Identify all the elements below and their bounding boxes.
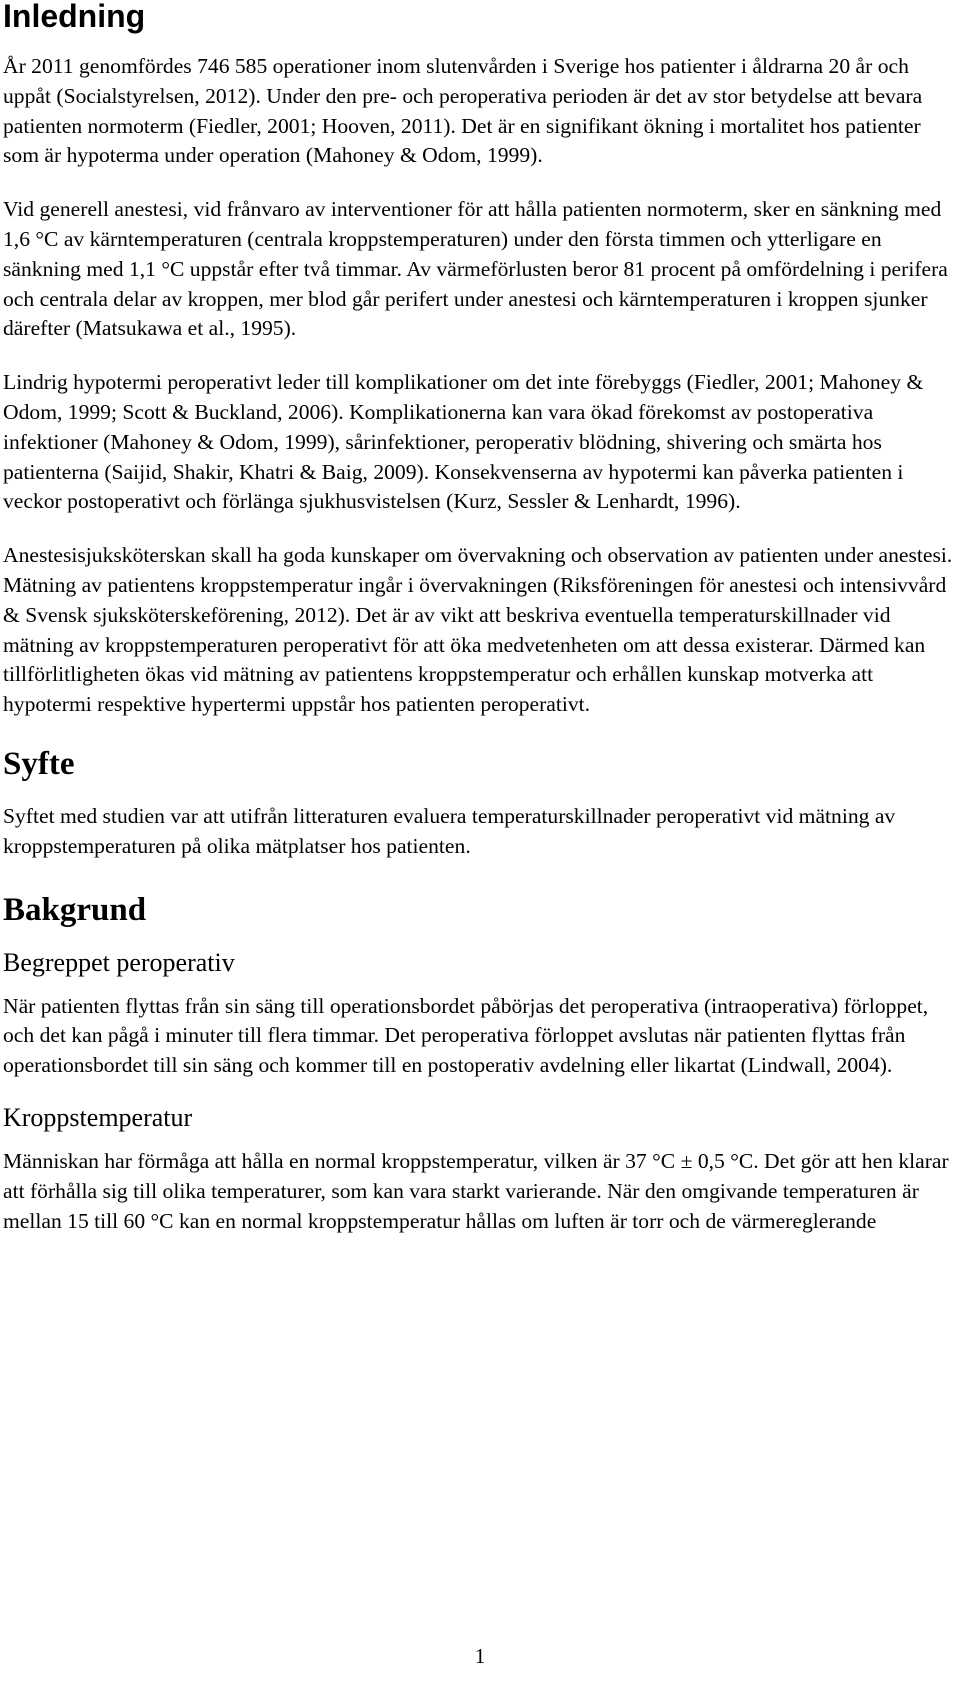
heading-inledning: Inledning	[3, 0, 146, 34]
heading-begreppet-peroperativ: Begreppet peroperativ	[3, 947, 235, 977]
paragraph-kroppstemperatur: Människan har förmåga att hålla en normal kroppstemperatur, vilken är 37 °C ± 0,5 °C. Det gör att hen klarar att förhålla sig till olika temperaturer, som kan vara starkt varierande. När den omgivande temperaturen är mellan 15 till 60 °C kan en normal kroppstemperatur hållas om luften är torr och de värmereglerande	[3, 1148, 949, 1233]
paragraph-intro-2: Vid generell anestesi, vid frånvaro av interventioner för att hålla patienten normoterm, sker en sänkning med 1,6 °C av kärntemperaturen (centrala kroppstemperaturen) under den första timmen och ytterligare en sänkning med 1,1 °C uppstår efter två timmar. Av värmeförlusten beror 81 procent på omfördelning i perifera och centrala delar av kroppen, mer blod går perifert under anestesi och kärntemperaturen i kroppen sjunker därefter (Matsukawa et al., 1995).	[3, 197, 948, 341]
heading-bakgrund: Bakgrund	[3, 891, 147, 928]
heading-syfte: Syfte	[3, 745, 75, 782]
paragraph-intro-4: Anestesisjuksköterskan skall ha goda kunskaper om övervakning och observation av patienten under anestesi. Mätning av patientens kroppstemperatur ingår i övervakningen (Riksföreningen för anestesi och intensivvård & Svensk sjuksköterskeförening, 2012). Det är av vikt att beskriva eventuella temperaturskillnader vid mätning av kroppstemperaturen peroperativt för att öka medvetenheten om att dessa existerar. Därmed kan tillförlitligheten ökas vid mätning av patientens kroppstemperatur och erhållen kunskap motverka att hypotermi respektive hypertermi uppstår hos patienten peroperativt.	[3, 543, 953, 717]
heading-kroppstemperatur: Kroppstemperatur	[3, 1102, 193, 1132]
page-number: 1	[474, 1644, 486, 1668]
paragraph-intro-1: År 2011 genomfördes 746 585 operationer inom slutenvården i Sverige hos patienter i åldrarna 20 år och uppåt (Socialstyrelsen, 2012). Under den pre- och peroperativa perioden är det av stor betydelse att bevara patienten normoterm (Fiedler, 2001; Hooven, 2011). Det är en signifikant ökning i mortalitet hos patienter som är hypoterma under operation (Mahoney & Odom, 1999).	[3, 54, 923, 168]
document-content	[3, 0, 958, 1236]
paragraph-syfte: Syftet med studien var att utifrån litteraturen evaluera temperaturskillnader peroperativt vid mätning av kroppstemperaturen på olika mätplatser hos patienten.	[3, 803, 896, 858]
paragraph-begreppet: När patienten flyttas från sin säng till operationsbordet påbörjas det peroperativa (intraoperativa) förloppet, och det kan pågå i minuter till flera timmar. Det peroperativa förloppet avslutas när patienten flyttas från operationsbordet till sin säng och kommer till en postoperativ avdelning eller likartat (Lindwall, 2004).	[3, 993, 929, 1078]
paragraph-intro-3: Lindrig hypotermi peroperativt leder till komplikationer om det inte förebyggs (Fiedler, 2001; Mahoney & Odom, 1999; Scott & Buckland, 2006). Komplikationerna kan vara ökad förekomst av postoperativa infektioner (Mahoney & Odom, 1999), sårinfektioner, peroperativ blödning, shivering och smärta hos patienterna (Saijid, Shakir, Khatri & Baig, 2009). Konsekvenserna av hypotermi kan påverka patienten i veckor postoperativt och förlänga sjukhusvistelsen (Kurz, Sessler & Lenhardt, 1996).	[3, 370, 924, 514]
